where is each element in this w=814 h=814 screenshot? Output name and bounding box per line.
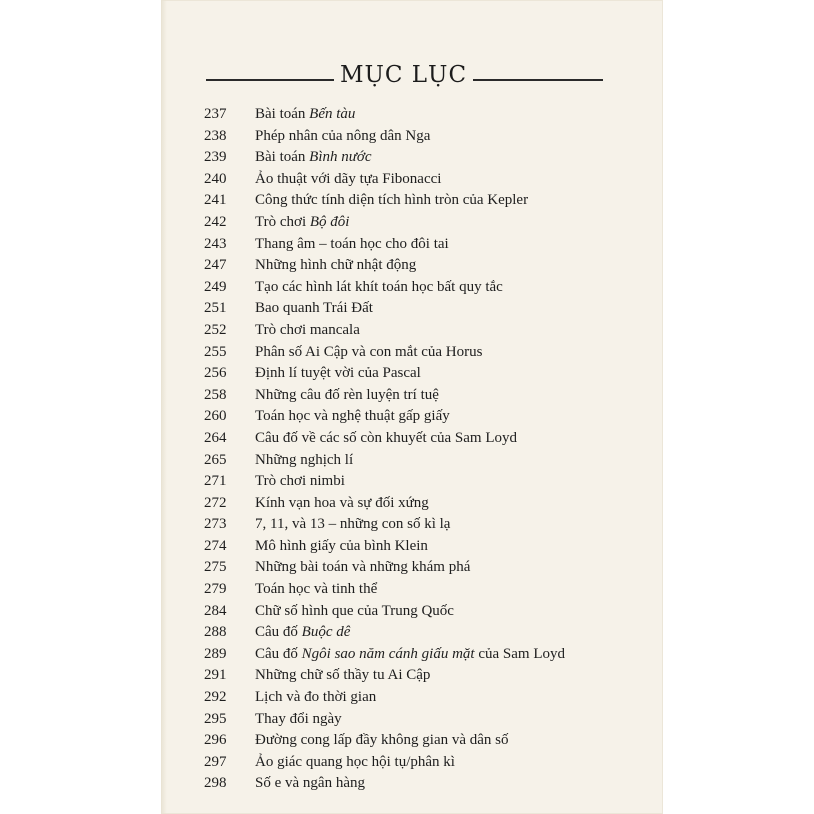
entry-title-text: Tạo các hình lát khít toán học bất quy tắc (255, 278, 503, 295)
entry-title (255, 646, 565, 662)
entry-title-text: Bài toán (255, 149, 310, 166)
entry-title-text: Bài toán (255, 106, 310, 122)
entry-title (255, 344, 482, 360)
page-number: 272 (204, 494, 227, 511)
entry-title (255, 495, 429, 511)
entry-title (255, 581, 377, 597)
entry-title-text: Trò chơi (255, 213, 310, 230)
page-number: 242 (204, 213, 227, 230)
toc-entry (204, 514, 644, 536)
page-number: 240 (204, 170, 227, 187)
entry-title (255, 236, 449, 252)
entry-title (255, 365, 421, 381)
page-number: 251 (204, 300, 227, 317)
entry-title (255, 171, 441, 187)
toc-entry (204, 579, 644, 601)
page-number: 298 (204, 775, 227, 792)
entry-title-text: Toán học và nghệ thuật gấp giấy (255, 408, 450, 425)
entry-title-text: Trò chơi mancala (255, 321, 360, 338)
toc-entry (204, 557, 644, 579)
toc-entry (204, 428, 644, 450)
toc-entry (204, 363, 644, 385)
page-title: MỤC LỤC (339, 62, 468, 88)
page-number: 256 (204, 365, 227, 382)
header-rule-left (206, 79, 334, 81)
page-number: 273 (204, 516, 227, 533)
entry-title-text: Kính vạn hoa và sự đối xứng (255, 494, 429, 511)
toc-entry (204, 536, 644, 558)
entry-title-suffix: của Sam Loyd (474, 645, 565, 662)
toc-entry (204, 147, 644, 169)
toc-entry (204, 665, 644, 687)
entry-title (255, 689, 376, 705)
page-number: 271 (204, 473, 227, 490)
page-number: 237 (204, 106, 227, 122)
entry-title-text: 7, 11, và 13 – những con số kì lạ (255, 516, 451, 533)
entry-title (255, 538, 428, 554)
entry-title (255, 387, 439, 403)
entry-title (255, 732, 509, 748)
toc-entry (204, 277, 644, 299)
entry-title-text: Phép nhân của nông dân Nga (255, 127, 431, 144)
entry-title-text: Chữ số hình que của Trung Quốc (255, 602, 454, 619)
toc-entry (204, 644, 644, 666)
page-number: 279 (204, 581, 227, 598)
entry-title-italic: Ngôi sao năm cánh giấu mặt (301, 645, 475, 662)
entry-title (255, 711, 342, 727)
entry-title-italic: Bến tàu (309, 106, 356, 122)
entry-title (255, 192, 528, 208)
toc-entry (204, 687, 644, 709)
entry-title-text: Lịch và đo thời gian (255, 689, 377, 706)
page-number: 296 (204, 732, 227, 749)
entry-title-text: Những nghịch lí (255, 451, 354, 468)
entry-title-text: Những câu đố rèn luyện trí tuệ (255, 386, 439, 403)
entry-title-text: Những chữ số thầy tu Ai Cập (255, 667, 431, 684)
page-number: 238 (204, 127, 227, 144)
entry-title-text: Câu đố (255, 624, 302, 641)
entry-title-text: Ảo giác quang học hội tụ/phân kì (255, 753, 455, 770)
page-number: 239 (204, 149, 227, 166)
entry-title-text: Câu đố (255, 645, 302, 662)
entry-title (255, 473, 345, 489)
entry-title (255, 279, 503, 295)
entry-title-text: Ảo thuật với dãy tựa Fibonacci (255, 170, 442, 187)
entry-title (255, 300, 373, 316)
entry-title (255, 128, 430, 144)
page-number: 243 (204, 235, 227, 252)
entry-title (255, 408, 450, 424)
page-number: 258 (204, 386, 227, 403)
entry-title (255, 775, 365, 791)
entry-title (255, 667, 430, 683)
entry-title (255, 214, 349, 230)
entry-title-text: Đường cong lấp đầy không gian và dân số (255, 732, 509, 749)
entry-title (255, 430, 517, 446)
page-number: 289 (204, 645, 227, 662)
entry-title (255, 452, 353, 468)
page-number: 291 (204, 667, 227, 684)
toc-entry (204, 342, 644, 364)
toc-entry (204, 730, 644, 752)
page-number: 249 (204, 278, 227, 295)
entry-title-text: Câu đố về các số còn khuyết của Sam Loyd (255, 429, 518, 446)
page-number: 241 (204, 192, 227, 209)
entry-title-text: Mô hình giấy của bình Klein (255, 537, 428, 554)
page-number: 260 (204, 408, 227, 425)
entry-title (255, 603, 454, 619)
header-rule-right (473, 79, 603, 81)
page-number: 297 (204, 753, 227, 770)
entry-title-text: Trò chơi nimbi (255, 473, 345, 490)
entry-title-italic: Bình nước (309, 149, 372, 166)
toc-entry (204, 126, 644, 148)
entry-title (255, 624, 350, 640)
page-number: 284 (204, 602, 227, 619)
table-of-contents (204, 104, 644, 795)
toc-entry (204, 450, 644, 472)
page-number: 288 (204, 624, 227, 641)
page-number: 275 (204, 559, 227, 576)
toc-entry (204, 190, 644, 212)
toc-entry (204, 493, 644, 515)
entry-title-text: Phân số Ai Cập và con mắt của Horus (255, 343, 483, 360)
toc-entry (204, 234, 644, 256)
entry-title (255, 149, 372, 165)
entry-title-text: Những bài toán và những khám phá (255, 559, 471, 576)
toc-entry (204, 601, 644, 623)
toc-entry (204, 104, 644, 126)
page-number: 247 (204, 257, 227, 274)
toc-entry (204, 471, 644, 493)
entry-title-italic: Bộ đôi (309, 213, 350, 230)
toc-header (206, 58, 603, 98)
page-number: 255 (204, 343, 227, 360)
toc-entry (204, 622, 644, 644)
toc-entry (204, 255, 644, 277)
page-number: 252 (204, 321, 227, 338)
entry-title-text: Toán học và tinh thể (255, 581, 378, 598)
toc-entry (204, 320, 644, 342)
entry-title (255, 257, 416, 273)
entry-title-text: Công thức tính diện tích hình tròn của Kepler (255, 192, 529, 209)
entry-title (255, 754, 455, 770)
entry-title-text: Thang âm – toán học cho đôi tai (255, 235, 449, 252)
toc-entry (204, 406, 644, 428)
toc-entry (204, 385, 644, 407)
toc-entry (204, 212, 644, 234)
page-number: 265 (204, 451, 227, 468)
entry-title (255, 322, 360, 338)
page-number: 295 (204, 710, 227, 727)
entry-title-text: Thay đổi ngày (255, 710, 342, 727)
entry-title-text: Số e và ngân hàng (255, 775, 365, 792)
toc-entry (204, 169, 644, 191)
page-number: 274 (204, 537, 227, 554)
toc-entry (204, 298, 644, 320)
entry-title-text: Những hình chữ nhật động (255, 257, 417, 274)
toc-entry (204, 709, 644, 731)
entry-title (255, 559, 470, 575)
page-number: 292 (204, 689, 227, 706)
toc-entry (204, 773, 644, 795)
entry-title (255, 516, 450, 532)
page-number: 264 (204, 429, 227, 446)
entry-title-text: Bao quanh Trái Đất (255, 300, 373, 317)
toc-entry (204, 752, 644, 774)
entry-title-italic: Buộc dê (301, 624, 351, 641)
entry-title-text: Định lí tuyệt vời của Pascal (255, 365, 421, 382)
entry-title (255, 106, 355, 122)
